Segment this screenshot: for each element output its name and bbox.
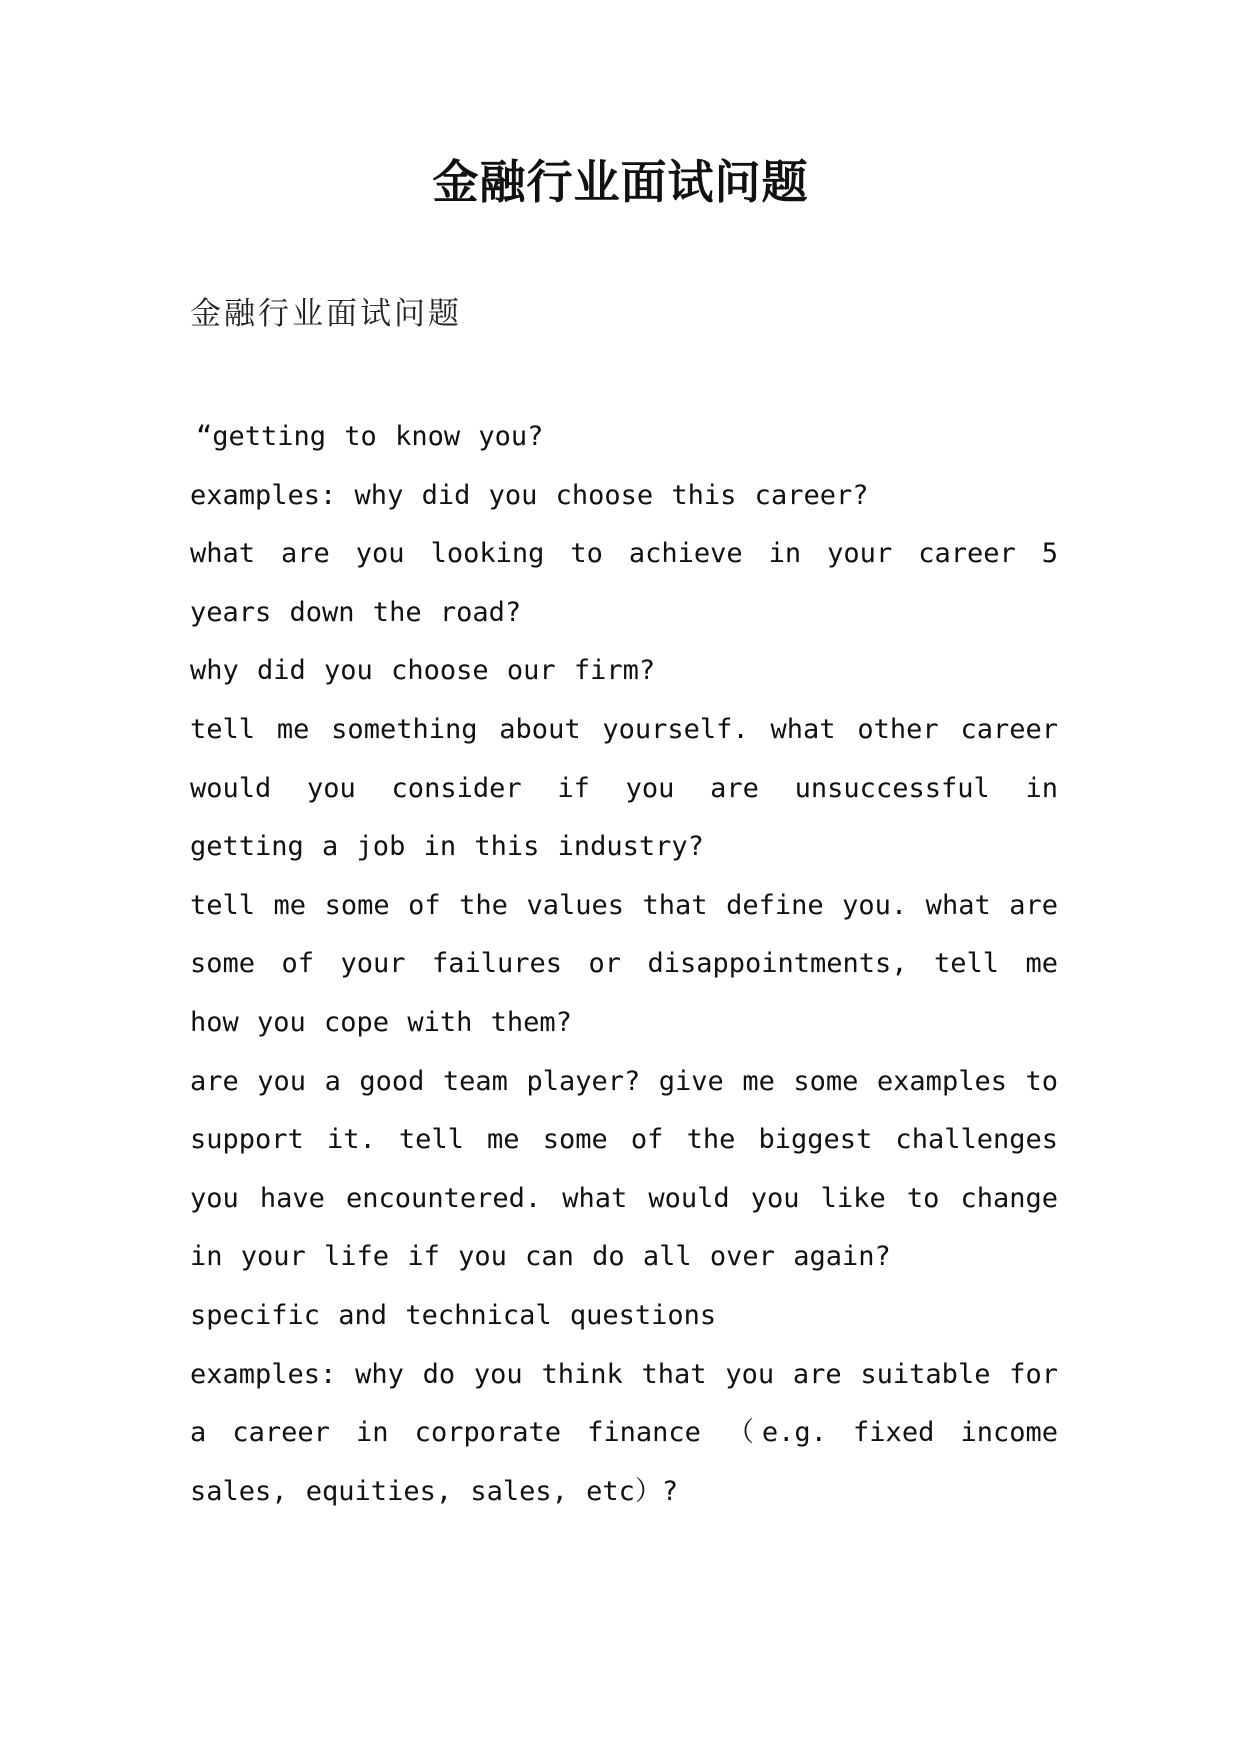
paragraph: specific and technical questions [190,1299,717,1331]
document-subtitle: 金融行业面试问题 [190,296,462,332]
document-body [190,408,1058,1521]
paragraph: why did you choose our firm? [190,655,656,687]
paragraph: tell me something about yourself. what other career would you consider if you are unsuccessful in getting a job in this industry? [190,713,1058,863]
paragraph: are you a good team player? give me some examples to support it. tell me some of the biggest challenges you have encountered. what would you like to change in your life if you can do all over again? [190,1065,1058,1273]
paragraph: “getting to know you? [196,421,544,452]
document-title: 金融行业面试问题 [432,155,809,209]
paragraph: examples: why did you choose this career? [190,479,869,511]
paragraph: examples: why do you think that you are suitable for a career in corporate finance （e.g. fixed income sales, equities, sales, etc）? [190,1358,1058,1507]
paragraph: tell me some of the values that define you. what are some of your failures or disappointments, tell me how you cope with them? [190,889,1058,1038]
paragraph: what are you looking to achieve in your career 5 years down the road? [190,538,1058,628]
